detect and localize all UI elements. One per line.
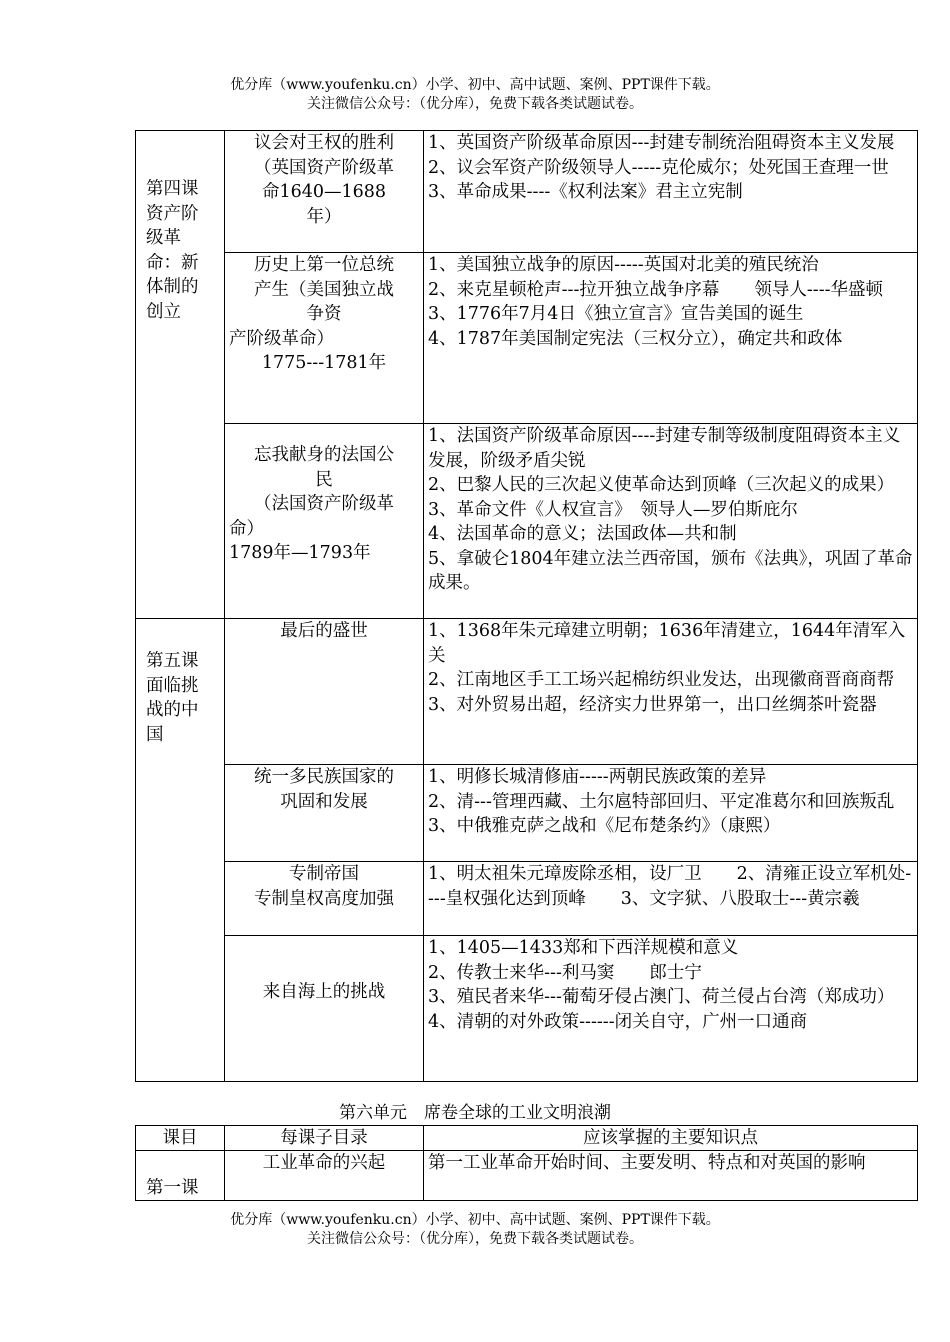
lesson4-topic-3: 忘我献身的法国公 民 （法国资产阶级革 命） 1789年—1793年 bbox=[225, 424, 424, 619]
page-footer bbox=[0, 1211, 950, 1249]
col-header-lesson: 课目 bbox=[136, 1126, 225, 1151]
header-line-2: 关注微信公众号：（优分库），免费下载各类试题试卷。 bbox=[307, 96, 643, 112]
lesson4-points-3: 1、法国资产阶级革命原因----封建专制等级制度阻碍资本主义发展，阶级矛盾尖锐 2、巴黎人民的三次起义使革命达到顶峰（三次起义的成果） 3、革命文件《人权宣言》 领导人—罗伯斯庇尔 4、法国革命的意义；法国政体—共和制 5、拿破仑1804年建立法兰西帝国，颁布《法典》，巩固了革命成果。 bbox=[424, 424, 918, 619]
lesson5-points-1: 1、1368年朱元璋建立明朝；1636年清建立，1644年清军入关 2、江南地区手工工场兴起棉纺织业发达，出现徽商晋商商帮 3、对外贸易出超，经济实力世界第一，出口丝绸茶叶瓷器 bbox=[424, 619, 918, 765]
unit6-topic-cell: 工业革命的兴起 bbox=[225, 1151, 424, 1201]
table-row bbox=[136, 1151, 918, 1201]
table-header-row bbox=[136, 1126, 918, 1151]
unit6-lesson-cell: 第一课 bbox=[136, 1151, 225, 1201]
lesson5-topic-2: 统一多民族国家的 巩固和发展 bbox=[225, 765, 424, 862]
lesson5-topic-3: 专制帝国 专制皇权高度加强 bbox=[225, 862, 424, 936]
lesson4-points-2: 1、美国独立战争的原因-----英国对北美的殖民统治 2、来克星顿枪声---拉开独立战争序幕 领导人----华盛顿 3、1776年7月4日《独立宣言》宣告美国的诞生 4、1787年美国制定宪法（三权分立），确定共和政体 bbox=[424, 253, 918, 424]
history-outline-table bbox=[135, 130, 918, 1082]
table-row bbox=[136, 765, 918, 862]
lesson5-topic-4: 来自海上的挑战 bbox=[225, 936, 424, 1082]
table-row bbox=[136, 424, 918, 619]
unit6-title: 第六单元 席卷全球的工业文明浪潮 bbox=[339, 1103, 611, 1123]
table-row bbox=[136, 131, 918, 253]
lesson5-title-cell: 第五课 面临挑 战的中 国 bbox=[136, 619, 225, 1082]
lesson4-topic-1: 议会对王权的胜利 （英国资产阶级革 命1640—1688 年） bbox=[225, 131, 424, 253]
lesson5-topic-1: 最后的盛世 bbox=[225, 619, 424, 765]
header-line-1: 优分库（www.youfenku.cn）小学、初中、高中试题、案例、PPT课件下载。 bbox=[230, 77, 720, 93]
lesson4-topic-2: 历史上第一位总统 产生（美国独立战 争资 产阶级革命） 1775---1781年 bbox=[225, 253, 424, 424]
table-row bbox=[136, 936, 918, 1082]
lesson4-title-cell: 第四课 资产阶 级革 命：新 体制的 创立 bbox=[136, 131, 225, 619]
col-header-topic: 每课子目录 bbox=[225, 1126, 424, 1151]
lesson4-points-1: 1、英国资产阶级革命原因---封建专制统治阻碍资本主义发展 2、议会军资产阶级领导人-----克伦威尔；处死国王查理一世 3、革命成果----《权利法案》君主立宪制 bbox=[424, 131, 918, 253]
footer-line-1: 优分库（www.youfenku.cn）小学、初中、高中试题、案例、PPT课件下载。 bbox=[230, 1212, 720, 1228]
lesson5-points-2: 1、明修长城清修庙-----两朝民族政策的差异 2、清---管理西藏、土尔扈特部回归、平定准葛尔和回族叛乱 3、中俄雅克萨之战和《尼布楚条约》（康熙） bbox=[424, 765, 918, 862]
table-row bbox=[136, 619, 918, 765]
unit6-table bbox=[135, 1125, 918, 1201]
footer-line-2: 关注微信公众号：（优分库），免费下载各类试题试卷。 bbox=[307, 1231, 643, 1247]
col-header-points: 应该掌握的主要知识点 bbox=[424, 1126, 918, 1151]
lesson5-points-4: 1、1405—1433郑和下西洋规模和意义 2、传教士来华---利马窦 郎士宁 3、殖民者来华---葡萄牙侵占澳门、荷兰侵占台湾（郑成功） 4、清朝的对外政策------闭关自守，广州一口通商 bbox=[424, 936, 918, 1082]
table-row bbox=[136, 862, 918, 936]
page-header bbox=[0, 76, 950, 114]
unit6-points-cell: 第一工业革命开始时间、主要发明、特点和对英国的影响 bbox=[424, 1151, 918, 1201]
lesson5-points-3: 1、明太祖朱元璋废除丞相，设厂卫 2、清雍正设立军机处----皇权强化达到顶峰 3、文字狱、八股取士---黄宗羲 bbox=[424, 862, 918, 936]
table-row bbox=[136, 253, 918, 424]
